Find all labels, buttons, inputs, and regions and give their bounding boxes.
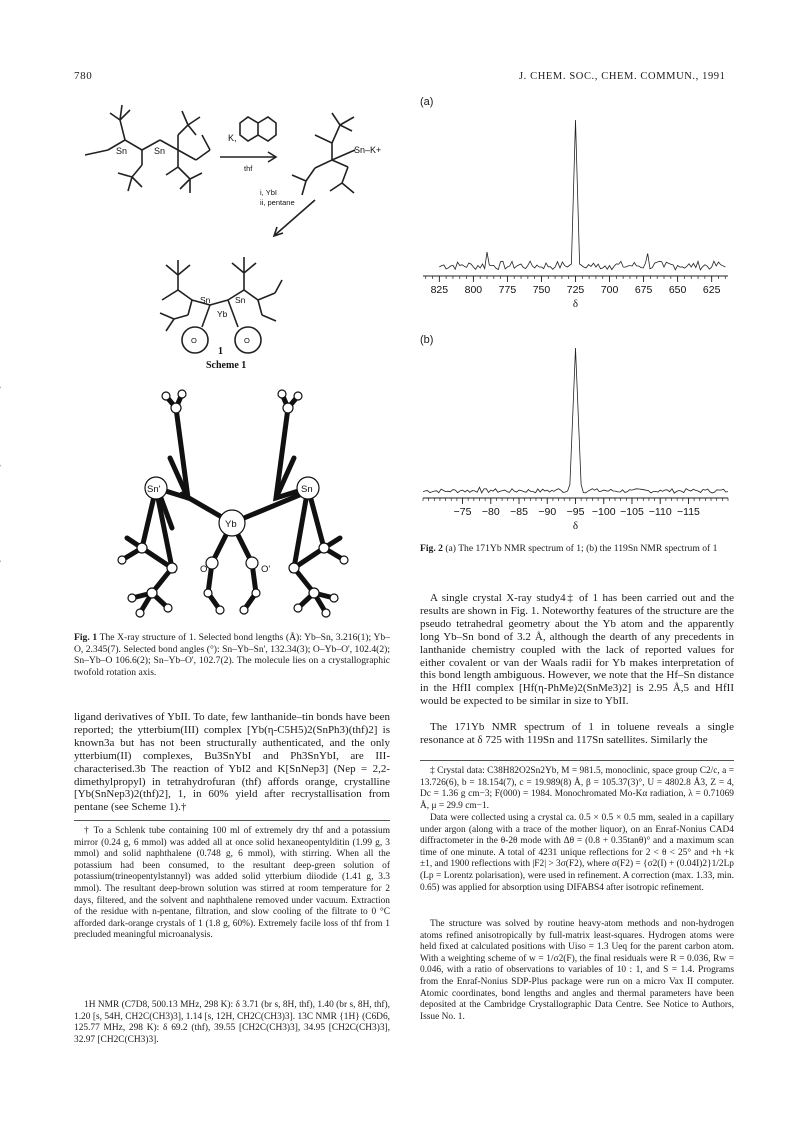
panel-b-label: (b) bbox=[420, 334, 434, 346]
footnote-nmr: 1H NMR (C7D8, 500.13 MHz, 298 K): δ 3.71 (br s, 8H, thf), 1.40 (br s, 8H, thf), 1.20 [s, 54H, CH2C(CH3)3], 1.14 [s, 12H, CH2C(CH3)3]. 13C NMR {1H} (C6D6, 125.77 MHz, 298 K): δ 69.2 (thf), 39.55 [CH2C(CH3)3], 34.95 [CH2C(CH3)3], 32.97 [CH2C(CH3)3]. bbox=[74, 1000, 390, 1045]
scheme-sn-label-2: Sn bbox=[154, 146, 166, 156]
left-body-paragraph: ligand derivatives of YbII. To date, few lanthanide–tin bonds have been reported; the ytterbium(III) complex [Yb(η-C5H5)2(SnPh3)(thf)2] is known3a but has not been structurally authenticated, and the only ytterbium(II) complexes, Bu3SnYbI and Ph3SnYbI, are III-characterised.3b The reaction of YbI2 and K[SnNep3] (Nep = 2,2-dimethylpropyl) in tetrahydrofuran (thf) affords orange, crystalline [Yb(SnNep3)2(thf)2], 1, in 60% yield after recrystallisation from pentane (see Scheme 1).† bbox=[74, 711, 390, 814]
compound-number: 1 bbox=[218, 346, 223, 357]
scheme-product-yb: Yb bbox=[217, 309, 228, 319]
page-number: 780 bbox=[74, 70, 93, 82]
axis-tick-label: 800 bbox=[464, 284, 483, 296]
footnote-structure-solution: The structure was solved by routine heavy-atom methods and non-hydrogen atoms refined anisotropically by full-matrix least-squares. Hydrogen atoms were held fixed at calculated positions with Uiso = 1.3 Ueq for the parent carbon atom. With a weighting scheme of w = 1/σ2(F), the final residuals were R = 0.036, Rw = 0.046, with a ratio of observations to variables of 10 : 1, and S = 1.4. Programs from the Enraf-Nonius SDP-Plus package were run on a micro Vax II computer. Atomic coordinates, bond lengths and angles and thermal parameters have been deposited at the Cambridge Crystallographic Data Centre. See Notice to Authors, Issue No. 1. bbox=[420, 919, 734, 1022]
panel-a-label: (a) bbox=[420, 96, 434, 108]
axis-tick-label: 675 bbox=[634, 284, 653, 296]
axis-tick-label: −85 bbox=[510, 506, 528, 518]
axis-tick-label: −115 bbox=[677, 506, 700, 518]
axis-tick-label: 750 bbox=[532, 284, 551, 296]
axis-tick-label: 650 bbox=[668, 284, 687, 296]
scheme-snk-label: Sn–K+ bbox=[354, 145, 382, 155]
yb-nmr-spectrum bbox=[415, 110, 735, 310]
right-body-paragraph-1: A single crystal X-ray study4‡ of 1 has been carried out and the results are shown in Fig. 1. Noteworthy features of the structure are the pseudo tetrahedral geometry about the Yb atom and the apparently long Yb–Sn bond of 3.2 Å, although the dearth of any precedents in lanthanide chemistry coupled with the lack of reported values for either covalent or van der Waals radii for Yb makes interpretation of this bond length ambiguous. However, we note that the Hf–Sn distance in the HfII complex [Hf(η-PhMe)2(SnMe3)2] is 2.95 Å,5 and HfII would be expected to be similar in size to YbII. bbox=[420, 592, 734, 708]
atom-label-o-prime: O' bbox=[261, 564, 271, 575]
atom-label-sn: Sn bbox=[301, 484, 313, 495]
scheme-1-drawing bbox=[70, 95, 400, 380]
xray-structure-drawing bbox=[112, 388, 382, 623]
scheme-product-o-2: O bbox=[244, 336, 250, 345]
scheme-sn-label: Sn bbox=[116, 146, 128, 156]
axis-tick-label: 775 bbox=[498, 284, 517, 296]
scheme-caption: Scheme 1 bbox=[206, 360, 247, 371]
atom-label-o: O bbox=[200, 564, 208, 575]
axis-tick-label: 725 bbox=[566, 284, 585, 296]
axis-tick-label: −105 bbox=[620, 506, 644, 518]
scheme-solvent: thf bbox=[244, 164, 253, 173]
footnote-divider-right bbox=[420, 760, 734, 761]
download-stamp bbox=[0, 277, 1, 660]
axis-label-delta: δ bbox=[572, 298, 579, 310]
scheme-reagent-b: ii, pentane bbox=[260, 198, 295, 207]
axis-label-delta: δ bbox=[572, 520, 579, 530]
atom-label-yb: Yb bbox=[225, 519, 237, 530]
spectrum-trace bbox=[423, 348, 728, 493]
scheme-reagent-a: i, YbI bbox=[260, 188, 277, 197]
footnote-dagger: † To a Schlenk tube containing 100 ml of extremely dry thf and a potassium mirror (0.24 g, 6 mmol) was added all at once solid hexaneopentylditin (1.99 g, 3 mmol) and solid naphthalene (0.748 g, 6 mmol), with stirring. When all the potassium had been consumed, to the resultant deep-green solution of potassium(trineopentylstannyl) was added solid ytterbium diiodide (1.41 g, 3.3 mmol). The resultant deep-brown solution was stirred at room temperature for 2 days, filtered, and the solvent and naphthalene removed under vacuum. Extraction of the residue with n-pentane, filtration, and slow cooling of the filtrate to 0 °C afforded dark-orange crystals of 1 (1.8 g, 60%). Extremely facile loss of thf from 1 precluded meaningful microanalysis. bbox=[74, 826, 390, 941]
footnote-data-collection: Data were collected using a crystal ca. 0.5 × 0.5 × 0.5 mm, sealed in a capillary under argon (along with a trace of the mother liquor), on an Enraf-Nonius CAD4 diffractometer in the θ-2θ mode with Δθ = (0.8 + 0.35tanθ)° and a maximum scan time of one minute. A total of 4231 unique reflections for 2 < θ < 25° and +h +k ±1, and 1900 reflections with |F2| > 3σ(F2), where σ(F2) = {σ2(I) + (0.04I)2}1/2Lp (Lp = Lorentz polarisation), were used in refinement. A correction (max. 1.33, min. 0.65) was applied for absorption using DIFABS4 after isotropic refinement. bbox=[420, 813, 734, 893]
axis-tick-label: −75 bbox=[453, 506, 472, 518]
right-body-paragraph-2: The 171Yb NMR spectrum of 1 in toluene reveals a single resonance at δ 725 with 119Sn and 117Sn satellites. Similarly the bbox=[420, 721, 734, 746]
axis-tick-label: −110 bbox=[648, 506, 672, 518]
axis-tick-label: −80 bbox=[481, 506, 500, 518]
axis-tick-label: 825 bbox=[430, 284, 449, 296]
scheme-k-label: K, bbox=[228, 133, 237, 143]
axis-tick-label: −90 bbox=[538, 506, 557, 518]
footnote-crystal-data: ‡ Crystal data: C38H82O2Sn2Yb, M = 981.5, monoclinic, space group C2/c, a = 13.726(6), b = 18.154(7), c = 19.989(8) Å, β = 105.37(3)°, U = 4802.8 Å3, Z = 4, Dc = 1.36 g cm−3; F(000) = 1984. Monochromated Mo-Kα radiation, λ = 0.71069 Å, μ = 29.9 cm−1. bbox=[420, 766, 734, 811]
scheme-product-sn-2: Sn bbox=[235, 295, 246, 305]
footnote-divider-left bbox=[74, 820, 390, 821]
axis-tick-label: 700 bbox=[600, 284, 619, 296]
spectrum-trace bbox=[439, 120, 725, 270]
scheme-product-sn: Sn bbox=[200, 295, 211, 305]
axis-tick-label: −95 bbox=[566, 506, 585, 518]
fig2-caption-title: Fig. 2 bbox=[420, 543, 443, 554]
fig2-caption bbox=[420, 543, 734, 555]
fig2-caption-text: (a) The 171Yb NMR spectrum of 1; (b) the 119Sn NMR spectrum of 1 bbox=[445, 543, 718, 554]
fig1-caption bbox=[74, 632, 390, 679]
axis-tick-label: 625 bbox=[702, 284, 721, 296]
sn-nmr-spectrum bbox=[415, 340, 735, 530]
fig1-caption-title: Fig. 1 bbox=[74, 632, 98, 643]
fig1-caption-text: The X-ray structure of 1. Selected bond lengths (Å): Yb–Sn, 3.216(1); Yb–O, 2.345(7). Selected bond angles (°): Sn–Yb–Sn', 132.34(3); O–Yb–O', 102.4(2); Sn–Yb–O 106.6(2); Sn–Yb–O', 102.7(2). The molecule lies on a crystallographic twofold rotation axis. bbox=[74, 632, 390, 679]
journal-header: J. CHEM. SOC., CHEM. COMMUN., 1991 bbox=[519, 71, 726, 82]
axis-tick-label: −100 bbox=[591, 506, 616, 518]
atom-label-sn-prime: Sn' bbox=[147, 484, 161, 495]
scheme-product-o: O bbox=[191, 336, 197, 345]
